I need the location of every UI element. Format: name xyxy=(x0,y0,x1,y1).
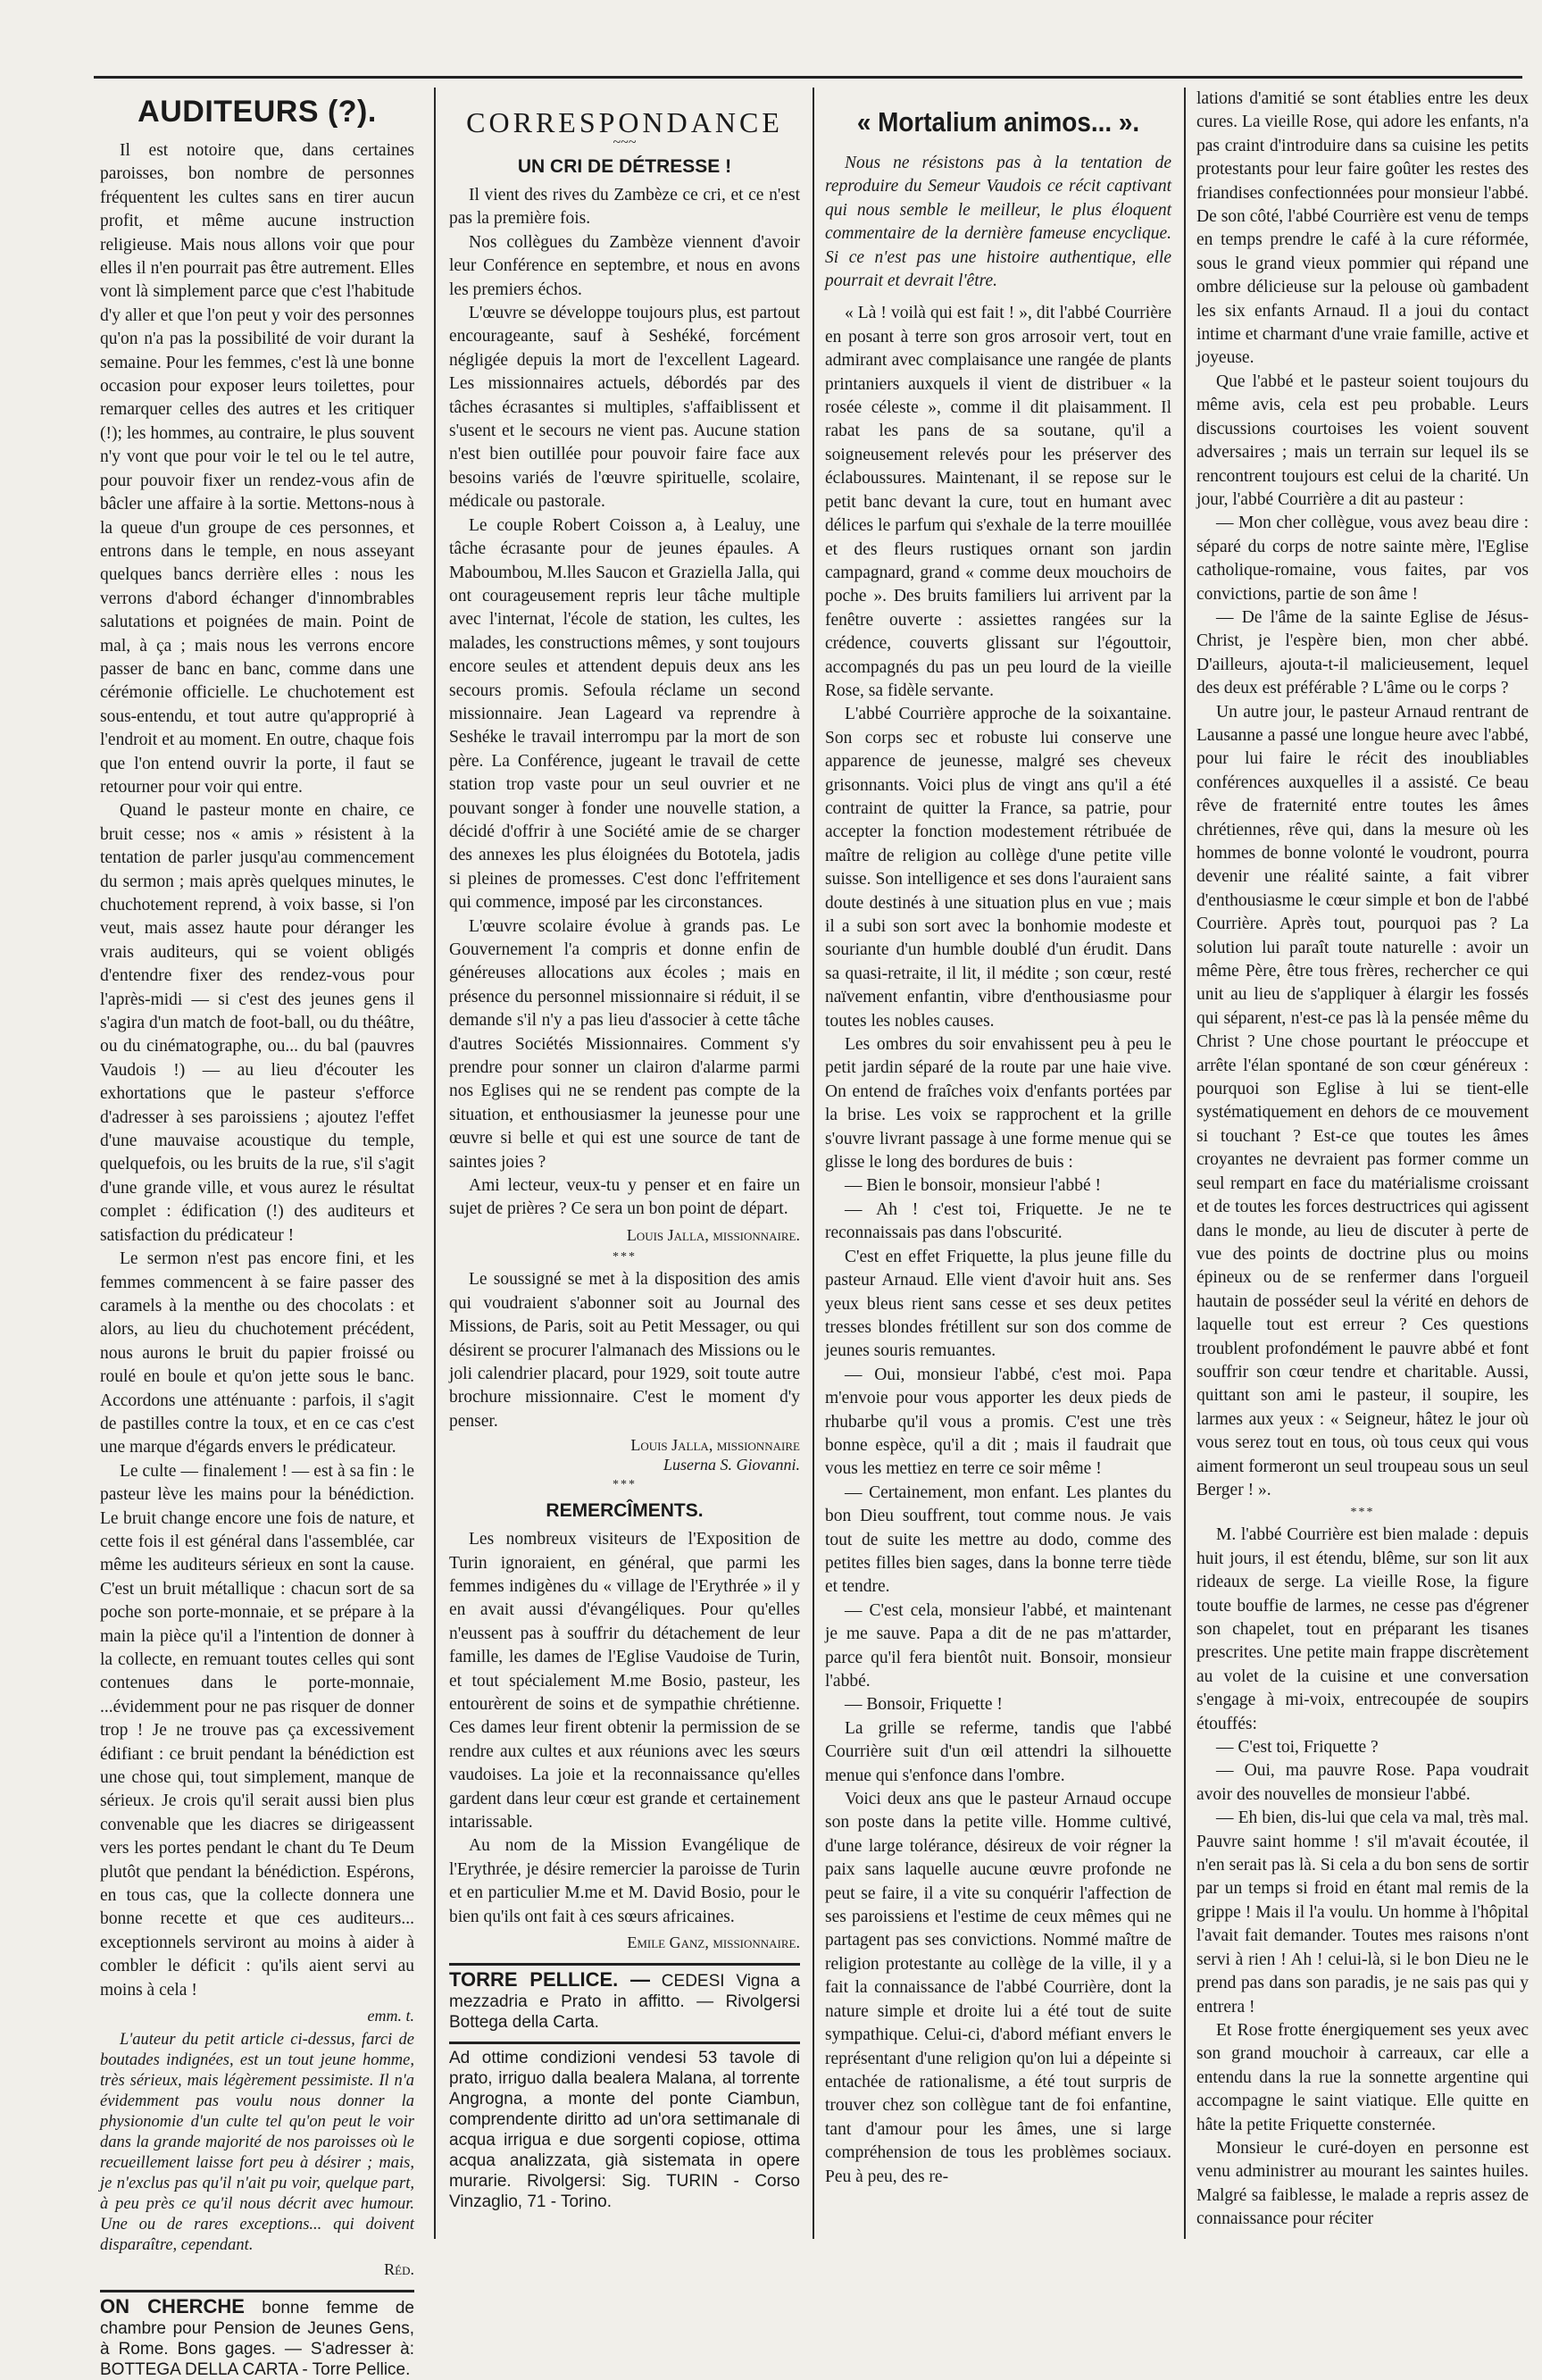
paragraph: — De l'âme de la sainte Eglise de Jésus-Christ, je l'espère bien, mon cher abbé. D'ailleurs, ajouta-t-il malicieusement, lequel des deux est préférable ? L'âme ou le corps ? xyxy=(1196,607,1529,698)
paragraph: Le soussigné se met à la disposition des amis qui voudraient s'abonner soit au Journal des Missions, de Paris, soit au Petit Messager, ou qui désirent se procurer l'almanach des Missions ou le joli calendrier placard, pour 1929, soit toute autre brochure missionnaire. C'est le moment d'y penser. xyxy=(449,1270,800,1431)
paragraph: Monsieur le curé-doyen en personne est venu administrer au mourant les saintes huiles. Malgré sa faiblesse, le malade a repris assez de connaissance pour réciter xyxy=(1196,2138,1529,2229)
paragraph: — Oui, monsieur l'abbé, c'est moi. Papa m'envoie pour vous apporter les deux pieds de rhubarbe qu'il vous a promis. C'est une très bonne espèce, qu'il a dit ; mais il faudrait que vous les mettiez en terre ce soir même ! xyxy=(825,1365,1171,1479)
paragraph: La grille se referme, tandis que l'abbé Courrière suit d'un œil attendri la silhouette menue qui s'enfonce dans l'ombre. xyxy=(825,1718,1171,1785)
paragraph: M. l'abbé Courrière est bien malade : depuis huit jours, il est étendu, blême, sur son lit aux rideaux de serge. La vieille Rose, la figure toute bouffie de larmes, ne cesse pas d'égrener son chapelet, tout en préparant les tisanes prescrites. Une petite main frappe discrètement au volet de la cuisine et une conversation s'engage à mi-voix, entrecoupée de soupirs étouffés: xyxy=(1196,1525,1529,1733)
ornament: ~~~ xyxy=(613,135,637,150)
paragraph: Le culte — finalement ! — est à sa fin : le pasteur lève les mains pour la bénédiction. Le bruit change encore une fois de nature, et cette fois il est général dans l'assemblée, car même les auditeurs sérieux en sont la cause. C'est un bruit métallique : chacun sort de sa poche son porte-monnaie, et se prépare à la main la pièce qu'il a l'intention de donner à la collecte, en remuant toutes celles qui sont contenues dans le porte-monnaie, ...évidemment pour ne pas risquer de donner trop ! Je ne trouve pas ça excessivement édifiant : ce bruit pendant la bénédiction est une chose qui, tout simplement, manque de sérieux. Je crois qu'il serait aussi bien plus convenable que les diacres se dirigeassent vers les portes pendant le chant du Te Deum plutôt que pendant la bénédiction. Espérons, en tous cas, que la collecte donnera une bonne recette et que ces auditeurs... exceptionnels serviront au moins à aider à combler le déficit : qu'ils aient servi au moins à cela ! xyxy=(100,1461,414,2000)
column-divider xyxy=(813,88,814,2239)
paragraph: Il est notoire que, dans certaines paroisses, bon nombre de personnes fréquentent les cultes sans en tirer aucun profit, et même aucune instruction religieuse. Mais nous allons voir que pour elles il n'en pourrait pas être autrement. Elles vont là simplement parce que c'est l'habitude d'y aller et que l'on peut y voir des personnes qu'on n'a pas la possibilité de voir durant la semaine. Pour les femmes, c'est là une bonne occasion pour exposer leurs toilettes, pour remarquer celles des autres et les critiquer (!); les hommes, au contraire, le plus souvent n'y vont que pour voir le tel ou le tel autre, pour pouvoir fixer un rendez-vous afin de bâcler une affaire à la sortie. Mettons-nous à la queue d'un groupe de ces personnes, et entrons dans le temple, en nous asseyant quelques bancs derrière elles : nous les verrons d'abord échanger d'innombrables salutations et poignées de main. Point de mal, à ça ; mais nous les verrons encore passer de banc en banc, comme dans une cérémonie officielle. Le chuchotement est sous-entendu, et tout autre qu'approprié à l'endroit et au moment. En outre, chaque fois que l'on entend ouvrir la porte, il faut se retourner pour voir qui entre. xyxy=(100,141,414,797)
paragraph: Que l'abbé et le pasteur soient toujours du même avis, cela est peu probable. Leurs discussions courtoises les voient souvent adversaires ; mais un terrain sur lequel ils se rencontrent toujours est celui de la charité. Un jour, l'abbé Courrière a dit au pasteur : xyxy=(1196,372,1529,509)
paragraph: Au nom de la Mission Evangélique de l'Erythrée, je désire remercier la paroisse de Turin et en particulier M.me et M. David Bosio, pour le bien qu'ils ont fait à ces sœurs africaines. xyxy=(449,1836,800,1926)
classified-ad xyxy=(100,2290,414,2380)
paragraph: — C'est toi, Friquette ? xyxy=(1216,1738,1379,1758)
intro-paragraph: Nous ne résistons pas à la tentation de reproduire du Semeur Vaudois ce récit captivant qui nous semble le meilleur, le plus éloquent commentaire de la dernière fameuse encyclique. Si ce n'est pas une histoire authentique, elle pourrait et devrait l'être. xyxy=(825,154,1171,291)
section-separator: *** xyxy=(1350,1506,1375,1520)
section-title: CORRESPONDANCE xyxy=(466,106,783,138)
paragraph: — Bien le bonsoir, monsieur l'abbé ! xyxy=(845,1176,1102,1196)
paragraph: L'abbé Courrière approche de la soixantaine. Son corps sec et robuste lui conserve une apparence de jeunesse, malgré ses cheveux grisonnants. Voici plus de vingt ans qu'il a été contraint de quitter la France, sa patrie, pour accepter la fonction modestement rétribuée de maître de religion au collège d'une petite ville suisse. Son intelligence et ses dons l'auraient sans doute destinés à une situation plus en vue ; mais il a subi son sort avec la bonhomie modeste et souriante d'un humble doublé d'un érudit. Dans sa quasi-retraite, il lit, il médite ; son cœur, resté naïvement enfantin, vibre d'enthousiasme pour toutes les nobles causes. xyxy=(825,705,1171,1031)
editor-note: L'auteur du petit article ci-dessus, farci de boutades indignées, est un tout jeune homme, très sérieux, mais légèrement pessimiste. Il n'a évidemment pas voulu nous donner la physionomie d'un culte tel qu'on peut le voir dans la grande majorité de nos paroisses où le recueillement laisse fort peu à désirer ; mais, je n'exclus pas qu'il n'ait pu voir, quelque part, à peu près ce qu'il nous décrit avec humour. Une ou de rares exceptions... qui doivent disparaître, cependant. xyxy=(100,2030,414,2254)
section-separator: *** xyxy=(613,1478,637,1492)
paragraph: C'est en effet Friquette, la plus jeune fille du pasteur Arnaud. Elle vient d'avoir huit ans. Ses yeux bleus rient sans cesse et ses deux petites tresses blondes frétillent sur son dos comme de jeunes souris remuantes. xyxy=(825,1247,1171,1361)
ad-text: bonne femme de chambre pour Pension de Jeunes Gens, à Rome. Bons gages. — S'adresser à: BOTTEGA DELLA CARTA - Torre Pellice. xyxy=(100,2298,414,2379)
paragraph: Un autre jour, le pasteur Arnaud rentrant de Lausanne a passé une longue heure avec l'abbé, pour lui faire le récit des inoubliables conférences auxquelles il a assisté. Ce beau rêve de fraternité entre toutes les âmes chrétiennes, rêve qui, dans la mesure où les hommes de bonne volonté le voudront, pourra devenir une réalité sainte, a fait vibrer d'enthousiasme le cœur simple et bon de l'abbé Courrière. Après tout, pourquoi pas ? La solution lui paraît toute naturelle : avoir un même Père, être tous frères, rechercher ce qui unit au lieu de s'appliquer à élargir les fossés qui séparent, n'est-ce pas là la pensée même du Christ ? Une chose pourtant le préoccupe et arrête l'élan spontané de son cœur généreux : pourquoi son Eglise à lui se tient-elle systématiquement en dehors de ce mouvement si touchant ? Est-ce que toutes les âmes croyantes ne devraient pas former comme un seul rempart en face du matérialisme croissant et de toutes les forces destructrices qui agissent dans le monde, au lieu de discuter à perte de vue des points de doctrine plus ou moins épineux ou de se renfermer dans l'orgueil hautain de posséder seul la vérité en dehors de laquelle tout est erreur ? Ces questions troublent profondément le pauvre abbé et font souffrir son cœur tendre et charitable. Aussi, quittant son ami le pasteur, il soupire, les larmes aux yeux : « Seigneur, hâtez le jour où vous serez tout en tous, où tous ceux qui vous aiment formeront un seul troupeau sous un seul Berger ! ». xyxy=(1196,702,1529,1499)
author-signature: emm. t. xyxy=(367,2007,414,2025)
top-rule xyxy=(94,76,1522,79)
paragraph: Le couple Robert Coisson a, à Lealuy, une tâche écrasante pour de jeunes épaules. A Maboumbou, M.lles Saucon et Graziella Jalla, qui ont courageusement repris leur tâche multiple avec l'internat, l'école de station, les cultes, les malades, les constructions mêmes, y sont toujours encore seules et attendent depuis deux ans les secours promis. Sefoula réclame un second missionnaire. Jean Lageard va reprendre à Seshéke le travail interrompu par la mort de son père. La Conférence, jugeant le travail de cette station trop vaste pour un seul ouvrier et ne pouvant songer à fonder une nouvelle station, a décidé d'offrir à une Société amie de se charger des annexes les plus éloignées du Bototela, jadis si pleines de promesses. C'est donc l'effritement qui commence, imposé par les circonstances. xyxy=(449,515,800,913)
column-divider xyxy=(434,88,436,2239)
ad-heading: TORRE PELLICE. — xyxy=(449,1968,650,1992)
paragraph: Ami lecteur, veux-tu y penser et en faire un sujet de prières ? Ce sera un bon point de départ. xyxy=(449,1176,800,1219)
paragraph: — Bonsoir, Friquette ! xyxy=(845,1695,1003,1715)
signature: Louis Jalla, missionnaire Luserna S. Giovanni. xyxy=(630,1436,800,1474)
paragraph: Il vient des rives du Zambèze ce cri, et ce n'est pas la première fois. xyxy=(449,186,800,229)
column-divider xyxy=(1184,88,1186,2239)
ad-heading: ON CHERCHE xyxy=(100,2294,245,2317)
paragraph: — Mon cher collègue, vous avez beau dire : séparé du corps de notre sainte mère, l'Eglise catholique-romaine, vous faites, par vos convictions, partie de son âme ! xyxy=(1196,514,1529,604)
article-subtitle: REMERCÎMENTS. xyxy=(546,1500,704,1522)
editor-signature: Réd. xyxy=(384,2259,414,2278)
paragraph: — Oui, ma pauvre Rose. Papa voudrait avoir des nouvelles de monsieur l'abbé. xyxy=(1196,1761,1529,1804)
paragraph: L'œuvre se développe toujours plus, est partout encourageante, sauf à Seshéké, forcément négligée depuis la mort de l'excellent Lageard. Les missionnaires actuels, débordés par des tâches écrasantes si multiples, s'affaiblissent et s'usent et le secours ne vient pas. Aucune station n'est bien outillée pour pouvoir faire face aux besoins variés de l'œuvre spirituelle, scolaire, médicale ou pastorale. xyxy=(449,304,800,512)
article-title: « Mortalium animos... ». xyxy=(856,106,1140,138)
column-mortalium xyxy=(825,88,1171,2242)
classified-ad xyxy=(449,2042,800,2212)
paragraph: — Eh bien, dis-lui que cela va mal, très mal. Pauvre saint homme ! s'il m'avait écoutée, il n'en serait pas là. Si cela a du bon sens de sortir par un temps si froid en étant mal remis de la grippe ! Mais il l'a voulu. Un homme à l'hôpital l'avait fait demander. Toutes mes raisons n'ont servi à rien ! Ah ! celui-là, si le bon Dieu ne le prend pas dans son paradis, je ne sais pas qui y entrera ! xyxy=(1196,1808,1529,2017)
paragraph: lations d'amitié se sont établies entre les deux cures. La vieille Rose, qui adore les enfants, n'a pas craint d'introduire dans sa cuisine les petits protestants pour leur faire goûter les restes des friandises confectionnées pour monsieur l'abbé. De son côté, l'abbé Courrière est venu de temps en temps prendre le café à la cure réformée, sous le grand vieux pommier qui répand une ombre délicieuse sur la pelouse où gambadent les six enfants Arnaud. Il a joui du contact intime et charmant d'une vraie famille, active et joyeuse. xyxy=(1196,89,1529,368)
paragraph: « Là ! voilà qui est fait ! », dit l'abbé Courrière en posant à terre son gros arrosoir vert, tout en admirant avec complaisance une rangée de plants printaniers auxquels il vient de distribuer « la rosée céleste », comme il dit plaisamment. Il rabat les pans de sa soutane, qu'il a soigneusement relevés pour les préserver des éclaboussures. Maintenant, il se repose sur le petit banc devant la cure, tout en humant avec délices le parfum qui s'exhale de la terre mouillée et des fleurs rustiques ornant son jardin campagnard, grand « comme deux mouchoirs de poche ». Des bruits familiers lui arrivent par la fenêtre ouverte : assiettes rangées sur la crédence, couverts glissant sur l'égouttoir, accompagnés du pas un peu lourd de la vieille Rose, sa fidèle servante. xyxy=(825,304,1171,700)
signature: Louis Jalla, missionnaire. xyxy=(626,1225,800,1244)
article-subtitle: UN CRI DE DÉTRESSE ! xyxy=(517,156,732,177)
paragraph: — C'est cela, monsieur l'abbé, et maintenant je me sauve. Papa a dit de ne pas m'attarder, parce qu'il fera bientôt nuit. Bonsoir, monsieur l'abbé. xyxy=(825,1600,1171,1691)
paragraph: L'œuvre scolaire évolue à grands pas. Le Gouvernement l'a compris et donne enfin de généreuses allocations aux écoles ; mais en présence du personnel missionnaire si réduit, il se demande s'il n'y a pas lieu d'associer à cette tâche d'autres Sociétés Missionnaires. Comment s'y prendre pour sonner un clairon d'alarme parmi nos Eglises qui ne se rendent pas compte de la situation, et enthousiasmer la jeunesse pour une œuvre si belle et qui est une source de tant de saintes joies ? xyxy=(449,916,800,1172)
paragraph: Le sermon n'est pas encore fini, et les femmes commencent à se faire passer des caramels à la menthe ou des chocolats : et alors, au lieu du chuchotement précédent, nous aurons le bruit du papier froissé ou roulé en boule et qu'on jette sous le banc. Accordons une atténuante : parfois, il s'agit de pastilles contre la toux, et en ce cas c'est une marque d'égards envers le prédicateur. xyxy=(100,1249,414,1457)
signature: Emile Ganz, missionnaire. xyxy=(627,1933,800,1952)
column-mortalium-continued xyxy=(1196,88,1529,2242)
ad-text: Ad ottime condizioni vendesi 53 tavole di prato, irriguo dalla bealera Malana, al torrente Angrogna, a monte del ponte Ciambun, comprendente diritto ad un'ora settimanale di acqua irrigua e due sorgenti copiose, ottima acqua analizzata, già sistemata in opere murarie. Rivolgersi: Sig. TURIN - Corso Vinzaglio, 71 - Torino. xyxy=(449,2049,800,2212)
classified-ad xyxy=(449,1963,800,2033)
paragraph: Voici deux ans que le pasteur Arnaud occupe son poste dans la petite ville. Homme cultivé, d'une large tolérance, désireux de voir régner la paix sans laquelle aucune œuvre profonde ne peut se faire, il a vite su conquérir l'affection de ses paroissiens et l'estime de ceux mêmes qui ne partagent pas ses convictions. Nommé maître de religion protestante au collège de la ville, il y a fait la connaissance de l'abbé Courrière, dont la nature simple et droite lui a été tout de suite sympathique. Celui-ci, d'abord méfiant envers le représentant d'une religion qu'on lui a dépeinte si entachée de rationalisme, a été tout surpris de trouver chez son collègue tant de foi enfantine, tant d'amour pour les âmes, une si large compréhension de tous les problèmes sociaux. Peu à peu, des re- xyxy=(825,1790,1171,2186)
paragraph: Et Rose frotte énergiquement ses yeux avec son grand mouchoir à carreaux, car elle a entendu dans la rue la sonnette argentine qui accompagne le saint viatique. Elle quitte en hâte la petite Friquette consternée. xyxy=(1196,2020,1529,2134)
section-separator: *** xyxy=(613,1250,637,1265)
paragraph: Les nombreux visiteurs de l'Exposition de Turin ignoraient, en général, que parmi les femmes indigènes du « village de l'Erythrée » il y en avait aussi d'évangéliques. Pour qu'elles n'eussent pas à souffrir du détachement de leur famille, les dames de l'Eglise Vaudoise de Turin, et tout spécialement M.me Bosio, pasteur, les entourèrent de soins et de sympathie chrétienne. Ces dames leur firent obtenir la permission de se rendre aux cultes et aux réunions avec les sœurs vaudoises. La joie et la reconnaissance qu'elles gardent dans leur cœur est grande et certainement intarissable. xyxy=(449,1530,800,1832)
paragraph: — Certainement, mon enfant. Les plantes du bon Dieu souffrent, tout comme nous. Je vais tout de suite les mettre au dodo, comme des petites filles bien sages, dans la bonne terre tiède et tendre. xyxy=(825,1482,1171,1597)
paragraph: Nos collègues du Zambèze viennent d'avoir leur Conférence en septembre, et nous en avons les premiers échos. xyxy=(449,232,800,299)
article-title: AUDITEURS (?). xyxy=(138,95,377,129)
paragraph: — Ah ! c'est toi, Friquette. Je ne te reconnaissais pas dans l'obscurité. xyxy=(825,1199,1171,1243)
paragraph: Les ombres du soir envahissent peu à peu le petit jardin séparé de la route par une haie vive. On entend de fraîches voix d'enfants portées par la brise. Les voix se rapprochent et la grille s'ouvre livrant passage à une forme menue qui se glisse le long des bordures de buis : xyxy=(825,1035,1171,1173)
column-auditeurs xyxy=(100,88,414,2379)
ad-text: CEDESI Vigna a mezzadria e Prato in affitto. — Rivolgersi Bottega della Carta. xyxy=(449,1972,801,2033)
paragraph: Quand le pasteur monte en chaire, ce bruit cesse; nos « amis » résistent à la tentation de parler jusqu'au commencement du sermon ; mais après quelques minutes, le chuchotement reprend, à voix basse, si l'on veut, mais assez haute pour déranger les vrais auditeurs, qui se voient obligés d'entendre fixer des rendez-vous pour l'après-midi — si c'est des jeunes gens il s'agira d'un match de foot-ball, ou du théâtre, ou du cinématographe, ou... du bal (pauvres Vaudois !) — au lieu d'écouter les exhortations que le pasteur s'efforce d'adresser à ses paroissiens ; ajoutez l'effet d'une mauvaise acoustique du temple, quelquefois, ou les bruits de la rue, s'il s'agit d'une grande ville, et vous aurez le résultat complet : édification (!) des auditeurs et satisfaction du prédicateur ! xyxy=(100,801,414,1245)
column-correspondance xyxy=(449,88,800,2242)
